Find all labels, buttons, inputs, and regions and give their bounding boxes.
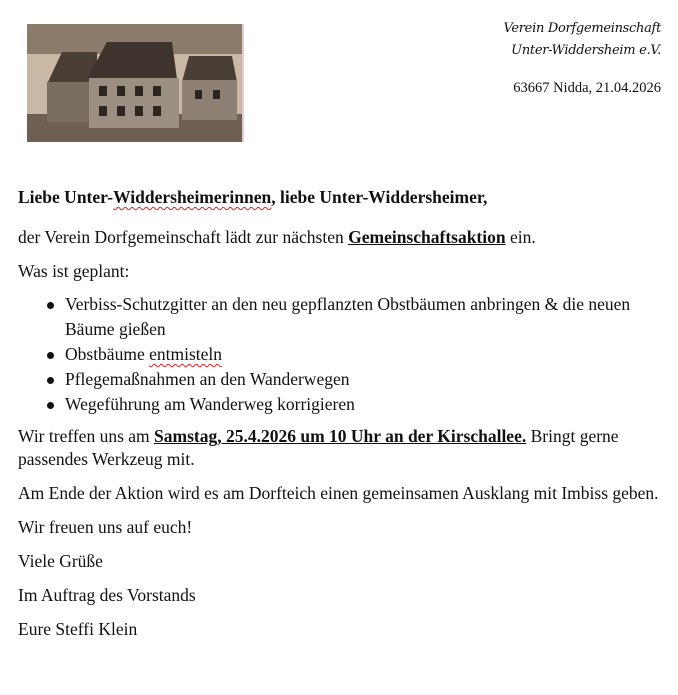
intro-paragraph xyxy=(18,226,663,249)
place-date: 63667 Nidda, 21.04.2026 xyxy=(513,80,661,96)
village-house-photo xyxy=(27,24,244,142)
house-photo-icon xyxy=(27,24,242,142)
meeting-paragraph xyxy=(18,425,663,471)
bullet-icon xyxy=(47,402,54,409)
list-item: Wegeführung am Wanderweg korrigieren xyxy=(65,392,663,417)
list-item: Pflegemaßnahmen an den Wanderwegen xyxy=(65,367,663,392)
plan-heading: Was ist geplant: xyxy=(18,261,130,281)
meet-post: Bringt gerne passendes Werkzeug mit. xyxy=(18,426,619,469)
meet-highlight: Samstag, 25.4.2026 um 10 Uhr an der Kirschallee. xyxy=(154,426,527,446)
greeting-post: , liebe Unter-Widdersheimer, xyxy=(271,187,488,207)
list-item: Verbiss-Schutzgitter an den neu gepflanzten Obstbäumen anbringen & die neuen Bäume gießen xyxy=(65,292,663,342)
letter-body xyxy=(18,186,663,641)
organization-name xyxy=(503,18,661,62)
org-line-2: Unter-Widdersheim e.V. xyxy=(511,43,661,58)
intro-highlight: Gemeinschaftsaktion xyxy=(348,227,506,247)
org-line-1: Verein Dorfgemeinschaft xyxy=(503,21,661,36)
intro-post: ein. xyxy=(505,227,536,247)
bullet-icon xyxy=(47,377,54,384)
greeting xyxy=(18,186,663,209)
end-paragraph: Am Ende der Aktion wird es am Dorfteich einen gemeinsamen Ausklang mit Imbiss geben. xyxy=(18,483,659,503)
meet-pre: Wir treffen uns am xyxy=(18,426,155,446)
signature-line: Eure Steffi Klein xyxy=(18,619,138,639)
intro-pre: der Verein Dorfgemeinschaft lädt zur nächsten xyxy=(18,227,349,247)
list-item: Obstbäume entmisteln xyxy=(65,342,663,367)
plan-list xyxy=(18,292,663,417)
bullet-icon xyxy=(47,352,54,359)
bullet-icon xyxy=(47,302,54,309)
misspelled-word: entmisteln xyxy=(149,344,222,364)
joy-line: Wir freuen uns auf euch! xyxy=(18,517,193,537)
regards-line: Viele Grüße xyxy=(18,551,103,571)
greeting-misspelled-word: Widdersheimerinnen xyxy=(113,187,272,207)
greeting-pre: Liebe Unter- xyxy=(18,187,114,207)
on-behalf-line: Im Auftrag des Vorstands xyxy=(18,585,196,605)
